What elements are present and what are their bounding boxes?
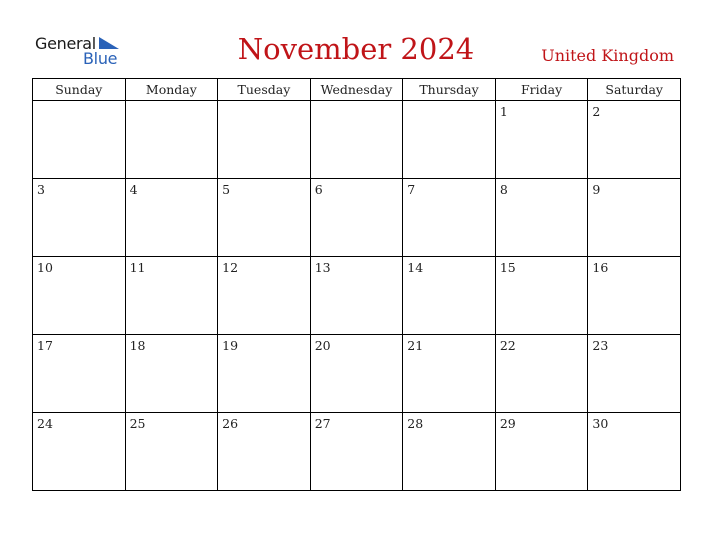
day-cell (588, 179, 681, 257)
weekday-header-row (33, 79, 681, 101)
day-number: 10 (37, 260, 53, 275)
day-number: 15 (499, 260, 516, 275)
day-cell (218, 257, 311, 335)
day-number (126, 101, 218, 104)
day-number: 7 (407, 182, 416, 197)
day-number: 13 (314, 260, 331, 275)
day-number: 20 (314, 338, 331, 353)
page-title: November 2024 (237, 32, 475, 66)
day-number: 21 (407, 338, 424, 353)
day-cell (588, 335, 681, 413)
day-cell (310, 257, 403, 335)
calendar-week-row (33, 179, 681, 257)
day-cell (495, 179, 588, 257)
day-cell (33, 179, 126, 257)
day-number: 17 (37, 338, 53, 353)
weekday-header: Tuesday (218, 79, 311, 101)
calendar-week-row (33, 335, 681, 413)
day-number: 30 (592, 416, 609, 431)
day-number (218, 101, 310, 104)
day-number (311, 101, 403, 104)
day-number: 14 (407, 260, 424, 275)
day-cell (125, 179, 218, 257)
weekday-header: Wednesday (310, 79, 403, 101)
day-cell (310, 413, 403, 491)
day-cell (403, 335, 496, 413)
calendar-week-row (33, 413, 681, 491)
day-cell (403, 257, 496, 335)
day-cell (310, 101, 403, 179)
day-cell (33, 101, 126, 179)
day-cell (218, 335, 311, 413)
day-number: 23 (592, 338, 609, 353)
day-cell (495, 257, 588, 335)
day-number: 25 (129, 416, 146, 431)
day-number: 8 (499, 182, 508, 197)
day-cell (495, 413, 588, 491)
day-cell (310, 179, 403, 257)
day-cell (125, 257, 218, 335)
day-number (403, 101, 495, 104)
weekday-header: Saturday (588, 79, 681, 101)
weekday-header: Sunday (33, 79, 126, 101)
day-number: 2 (592, 104, 601, 119)
day-cell (218, 101, 311, 179)
day-number: 18 (129, 338, 146, 353)
day-cell (33, 257, 126, 335)
day-number: 28 (407, 416, 424, 431)
day-number: 1 (499, 104, 508, 119)
logo-word-general: General (35, 34, 96, 53)
day-number: 26 (222, 416, 239, 431)
day-number: 16 (592, 260, 609, 275)
day-number: 5 (222, 182, 231, 197)
calendar-week-row (33, 101, 681, 179)
day-number: 24 (37, 416, 53, 431)
day-number: 19 (222, 338, 239, 353)
day-number: 6 (314, 182, 323, 197)
day-cell (588, 413, 681, 491)
day-cell (33, 413, 126, 491)
day-number: 9 (592, 182, 601, 197)
day-cell (403, 179, 496, 257)
day-cell (495, 335, 588, 413)
day-cell (403, 101, 496, 179)
day-cell (588, 101, 681, 179)
day-number: 3 (37, 182, 45, 197)
day-number: 12 (222, 260, 239, 275)
day-number: 22 (499, 338, 516, 353)
day-cell (588, 257, 681, 335)
country-label: United Kingdom (541, 46, 674, 65)
calendar-week-row (33, 257, 681, 335)
logo-word-blue: Blue (83, 49, 118, 68)
day-cell (310, 335, 403, 413)
day-number: 4 (129, 182, 138, 197)
day-number: 29 (499, 416, 516, 431)
weekday-header: Friday (495, 79, 588, 101)
day-cell (218, 413, 311, 491)
day-cell (125, 101, 218, 179)
calendar-body (33, 101, 681, 491)
day-number: 11 (129, 260, 146, 275)
day-number: 27 (314, 416, 331, 431)
day-cell (125, 335, 218, 413)
weekday-header: Monday (125, 79, 218, 101)
weekday-header: Thursday (403, 79, 496, 101)
day-cell (125, 413, 218, 491)
day-number (33, 101, 125, 104)
day-cell (218, 179, 311, 257)
day-cell (403, 413, 496, 491)
day-cell (33, 335, 126, 413)
day-cell (495, 101, 588, 179)
calendar-grid (32, 78, 681, 491)
